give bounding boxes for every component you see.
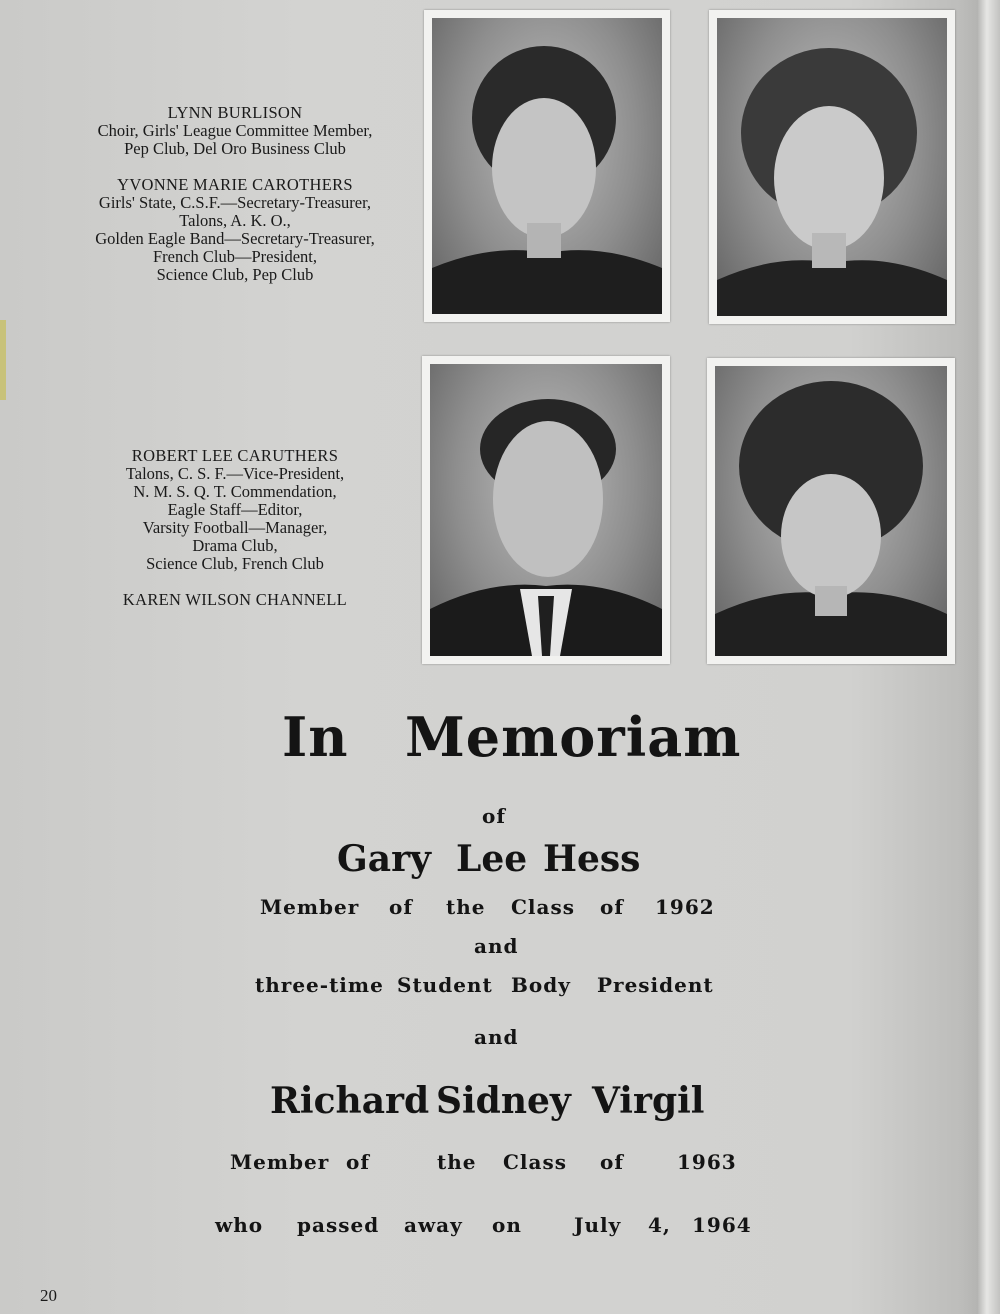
person1-class-word: of	[600, 895, 624, 919]
student-activities: N. M. S. Q. T. Commendation,	[133, 482, 337, 501]
person2-class-year: 1963	[677, 1150, 737, 1174]
closing-day: 4,	[648, 1213, 671, 1237]
person2-middle-name: Sidney	[436, 1080, 571, 1122]
closing-word: on	[492, 1213, 522, 1237]
person1-class-word: Member	[260, 895, 360, 919]
student-name: YVONNE MARIE CAROTHERS	[117, 175, 353, 194]
student-activities: Girls' State, C.S.F.—Secretary-Treasurer,	[98, 193, 372, 212]
student-activities: Talons, A. K. O.,	[179, 211, 291, 230]
person2-class-word: of	[600, 1150, 624, 1174]
person2-class-word: of	[346, 1150, 370, 1174]
bio-block-bottom	[60, 447, 410, 609]
person1-middle-name: Lee	[456, 838, 528, 880]
person1-first-name: Gary	[337, 838, 431, 880]
portrait-photo	[422, 356, 670, 664]
student-activities: Choir, Girls' League Committee Member,	[97, 121, 373, 140]
closing-month: July	[574, 1213, 622, 1237]
page-edge	[978, 0, 1000, 1314]
student-activities: Varsity Football—Manager,	[142, 518, 328, 537]
portrait-photo	[707, 358, 955, 664]
student-name: KAREN WILSON CHANNELL	[122, 590, 348, 609]
person1-class-year: 1962	[655, 895, 715, 919]
office-word: Student	[397, 973, 493, 997]
memoriam-and: and	[474, 934, 519, 958]
student-name: LYNN BURLISON	[167, 103, 303, 122]
person2-class-word: Member	[230, 1150, 330, 1174]
memoriam-of: of	[482, 804, 506, 828]
memoriam-title-memoriam: Memoriam	[405, 705, 742, 769]
person1-class-word: the	[446, 895, 486, 919]
student-activities: Drama Club,	[192, 536, 278, 555]
person1-class-word: Class	[511, 895, 575, 919]
person2-last-name: Virgil	[592, 1080, 705, 1122]
binding-mark	[0, 320, 6, 400]
student-activities: Golden Eagle Band—Secretary-Treasurer,	[95, 229, 375, 248]
office-word: three-time	[255, 973, 384, 997]
person2-class-word: the	[437, 1150, 477, 1174]
person1-last-name: Hess	[543, 838, 641, 880]
student-activities: French Club—President,	[152, 247, 318, 266]
bio-block-top	[60, 104, 410, 284]
closing-word: passed	[297, 1213, 380, 1237]
page-number: 20	[40, 1286, 57, 1305]
student-activities: Talons, C. S. F.—Vice-President,	[125, 464, 345, 483]
student-activities: Science Club, French Club	[146, 554, 324, 573]
student-activities: Eagle Staff—Editor,	[167, 500, 303, 519]
office-word: President	[597, 973, 714, 997]
person2-class-word: Class	[503, 1150, 567, 1174]
closing-word: who	[215, 1213, 264, 1237]
closing-year: 1964	[692, 1213, 752, 1237]
person1-class-word: of	[389, 895, 413, 919]
closing-word: away	[404, 1213, 463, 1237]
student-activities: Science Club, Pep Club	[156, 265, 314, 284]
office-word: Body	[511, 973, 571, 997]
portrait-photo	[709, 10, 955, 324]
memoriam-and: and	[474, 1025, 519, 1049]
student-activities: Pep Club, Del Oro Business Club	[124, 139, 346, 158]
student-name: ROBERT LEE CARUTHERS	[131, 446, 339, 465]
person2-first-name: Richard	[270, 1080, 430, 1122]
memoriam-title-in: In	[282, 705, 349, 769]
portrait-photo	[424, 10, 670, 322]
